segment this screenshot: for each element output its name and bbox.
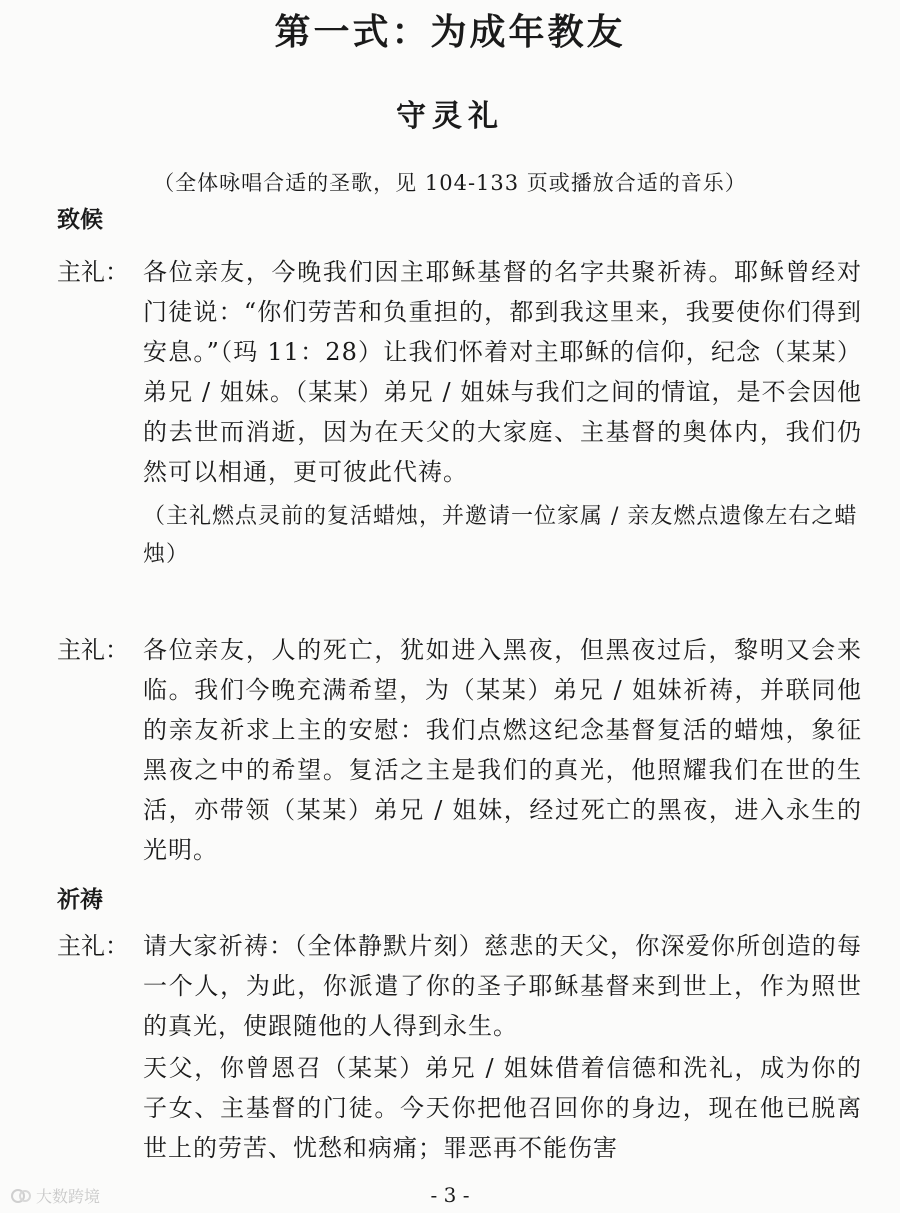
prayer-paragraph: 各位亲友，今晚我们因主耶稣基督的名字共聚祈祷。耶稣曾经对门徒说：“你们劳苦和负重担的，都到我这里来，我要使你们得到安息。”（玛 11：28）让我们怀着对主耶稣的信仰，纪念（某某）弟兄 / 姐妹。（某某）弟兄 / 姐妹与我们之间的情谊，是不会因他的去世而消逝，因为在天父的大家庭、主基督的奥体内，我们仍然可以相通，更可彼此代祷。 — [143, 258, 862, 486]
celebrant-block-2 — [57, 630, 862, 870]
rite-title: 守灵礼 — [396, 99, 504, 134]
celebrant-block-1 — [57, 252, 862, 574]
watermark-text: 大数跨境 — [36, 1187, 101, 1206]
prayer-paragraph: 天父，你曾恩召（某某）弟兄 / 姐妹借着信德和洗礼，成为你的子女、主基督的门徒。今天你把他召回你的身边，现在他已脱离世上的劳苦、忧愁和病痛；罪恶再不能伤害 — [143, 1054, 862, 1162]
section-heading-greeting: 致候 — [57, 207, 103, 233]
prayer-paragraph: 请大家祈祷：（全体静默片刻）慈悲的天父，你深爱你所创造的每一个人，为此，你派遣了你的圣子耶稣基督来到世上，作为照世的真光，使跟随他的人得到永生。 — [143, 932, 862, 1040]
watermark-logo-icon — [10, 1187, 32, 1205]
speaker-label: 主礼： — [57, 258, 129, 286]
celebrant-block-3 — [57, 926, 862, 1168]
watermark — [10, 1184, 100, 1207]
speaker-label: 主礼： — [57, 932, 129, 960]
speaker-label: 主礼： — [57, 636, 129, 664]
section-heading-prayer: 祈祷 — [57, 887, 103, 913]
page-title: 第一式：为成年教友 — [274, 12, 626, 53]
prayer-paragraph: 各位亲友，人的死亡，犹如进入黑夜，但黑夜过后，黎明又会来临。我们今晚充满希望，为（某某）弟兄 / 姐妹祈祷，并联同他的亲友祈求上主的安慰：我们点燃这纪念基督复活的蜡烛，象征黑夜之中的希望。复活之主是我们的真光，他照耀我们在世的生活，亦带领（某某）弟兄 / 姐妹，经过死亡的黑夜，进入永生的光明。 — [143, 636, 862, 864]
intro-rubric: （全体咏唱合适的圣歌，见 104-133 页或播放合适的音乐） — [153, 171, 747, 195]
rubric-note: （主礼燃点灵前的复活蜡烛，并邀请一位家属 / 亲友燃点遗像左右之蜡烛） — [143, 504, 858, 567]
page-number: - 3 - — [430, 1183, 470, 1207]
